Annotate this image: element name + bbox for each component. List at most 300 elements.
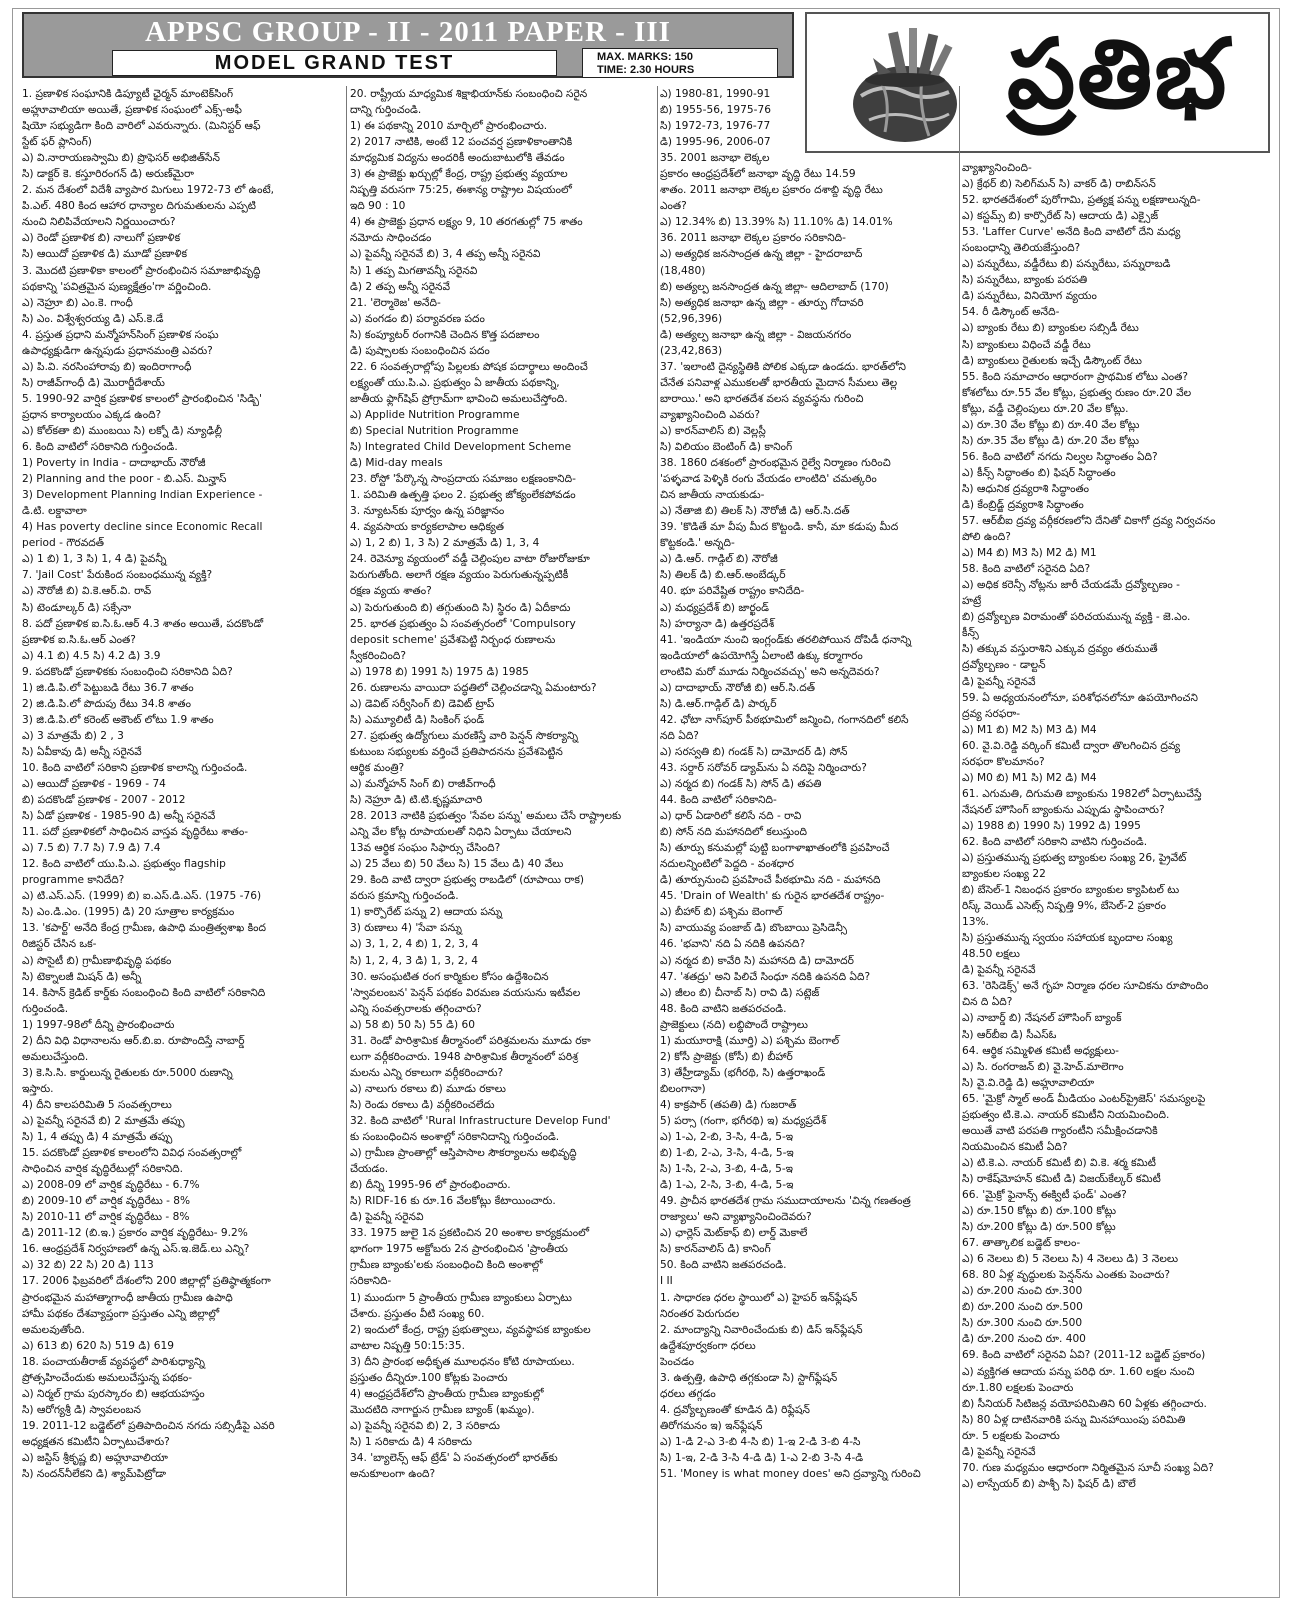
question-text-line: 2) ఇందులో కేంద్ర, రాష్ట్ర ప్రభుత్వాలు, వ్యవస్థాపక బ్యాంకుల xyxy=(350,1323,591,1336)
question-text-line: ఎ) రూ.150 కోట్లు బి) రూ.100 కోట్లు xyxy=(962,1205,1117,1218)
question-text-line: ఎ) నేతాజి బి) తిలక్ సి) నౌరోజీ డి) ఆర్.సి.దత్ xyxy=(660,505,850,518)
question-text-line: 11. పదో ప్రణాళికలో సాధించిన వాస్తవ వృద్ధిరేటు శాతం- xyxy=(22,826,249,839)
question-text-line: సి) తూర్పు కనుమల్లో పుట్టి బంగాళాఖాతంలోకి ప్రవహించే xyxy=(660,842,890,855)
question-text-line: 47. 'శతద్రు' అని పిలిచే సింధూ నదికి ఉపనది ఏది? xyxy=(660,970,871,983)
question-text-line: బి) ద్రవ్యోల్బణ విరామంతో పరిచయమున్న వ్యక్తి - జె.ఎం. xyxy=(962,611,1191,624)
question-text-line: 4. ప్రస్తుత ప్రధాని మన్మోహన్‌సింగ్ ప్రణాళిక సంఘ xyxy=(22,328,219,341)
question-text-line: 32. కింది వాటిలో 'Rural Infrastructure Develop Fund' xyxy=(350,1115,611,1127)
question-text-line: చేయడం. xyxy=(350,1163,389,1176)
question-text-line: ఎ) రూ.30 వేల కోట్లు బి) రూ.40 వేల కోట్లు xyxy=(962,418,1140,431)
question-text-line: ఇండియాలో ఉపయోగిస్తే ఏలాంటి ఉక్కు కర్మాగారం xyxy=(660,649,863,662)
question-text-line: 4. ద్రవ్యోల్బణంతో కూడిన డి) రిఫ్లేషన్ xyxy=(660,1403,810,1416)
question-text-line: 45. 'Drain of Wealth' కు గురైన భారతదేశ రాష్ట్రం- xyxy=(660,890,885,903)
question-text-line: సి) టెండూల్కర్ డి) సక్సేనా xyxy=(22,601,132,614)
question-text-line: షియో సభ్యుడిగా కింది వారిలో ఎవరున్నారు. (మినిస్టర్ ఆఫ్ xyxy=(22,120,261,133)
question-text-line: డి) 2 తప్ప అన్నీ సరైనవే xyxy=(350,280,451,293)
question-text-line: 1. సాధారణ ధరల స్థాయిలో ఎ) హైపర్ ఇన్‌ఫ్లేషన్ xyxy=(660,1291,858,1304)
question-text-line: ఎ) వ్యక్తిగత ఆదాయ పన్ను పరిధి రూ. 1.60 లక్షల నుంచి xyxy=(962,1365,1195,1378)
question-text-line: period - గౌరవదత్ xyxy=(22,537,104,550)
question-text-line: 69. కింది వాటిలో సరైనవి ఏవి? (2011-12 బడ్జెట్ ప్రకారం) xyxy=(962,1349,1206,1362)
question-text-line: నుంచి నిలిపివేయాలని నిర్ణయించారు? xyxy=(22,216,176,229)
question-text-line: 67. తాత్కాలిక బడ్జెట్ కాలం- xyxy=(962,1237,1081,1250)
question-text-line: ఎ) ధార్ ఏడారిలో కలిసే నది - రావి xyxy=(660,810,802,823)
question-text-line: 14. కిసాన్ క్రెడిట్ కార్డ్‌కు సంబంధించి కింది వాటిలో సరికానిది xyxy=(22,986,266,999)
question-text-line: డి) కేంబ్రిడ్జ్ ద్రవ్యరాశి సిద్ధాంతం xyxy=(962,498,1084,511)
question-text-line: ఎ) కారన్‌వాలిస్ బి) వెల్లస్లీ xyxy=(660,424,766,437)
question-text-line: డి) Mid-day meals xyxy=(350,457,443,470)
question-text-line: సి) టెక్నాలజీ మిషన్ డి) అన్నీ xyxy=(22,970,142,983)
question-text-line: ఎ) 1-డి 2-ఎ 3-బి 4-సి బి) 1-ఇ 2-డి 3-బి 4-సి xyxy=(660,1435,861,1448)
question-text-line: ఎ) ఆయిదో ప్రణాళిక - 1969 - 74 xyxy=(22,778,166,791)
question-text-line: 3. ఉత్పత్తి, ఉపాధి తగ్గకుండా సి) స్టాగ్‌ఫ్లేషన్ xyxy=(660,1371,838,1384)
question-text-line: 1) 1997-98లో దీన్ని ప్రారంభించారు xyxy=(22,1018,175,1031)
question-text-line: 5. 1990-92 వార్షిక ప్రణాళిక కాలంలో ప్రారంభించిన 'సిడ్బి' xyxy=(22,392,262,405)
question-text-line: ఎ) పైవన్నీ సరైనవి బి) 2, 3 సరికాదు xyxy=(350,1419,500,1432)
question-text-line: ఇస్తారు. xyxy=(22,1082,54,1095)
question-text-line: సి) వై.వి.రెడ్డి డి) అహ్లూవాలియా xyxy=(962,1076,1095,1089)
question-text-line: ఎ) బీహార్ బి) పశ్చిమ బెంగాల్ xyxy=(660,906,783,919)
question-text-line: సి) RIDF-16 కు రూ.16 వేలకోట్లు కేటాయించారు. xyxy=(350,1195,556,1208)
question-text-line: ద్రవ్య సరఫరా- xyxy=(962,707,1021,720)
question-column-3 xyxy=(660,86,956,1596)
question-text-line: సి) హర్యానా డి) ఉత్తరప్రదేశ్ xyxy=(660,617,775,630)
question-text-line: 23. రోస్టో 'పేర్కొన్న సాంప్రదాయ సమాజం లక్షణంకానిది- xyxy=(350,473,576,486)
question-text-line: ఎ) వి.నారాయణస్వామి బి) ప్రొఫెసర్ అభిజిత్‌సేన్ xyxy=(22,152,220,165)
question-text-line: చేశారు. ప్రస్తుతం వీటి సంఖ్య 60. xyxy=(350,1307,485,1320)
question-text-line: ఎ) సి. రంగరాజన్ బి) వై.హెచ్.మాలెగాం xyxy=(962,1060,1124,1073)
question-text-line: డి) పైవన్నీ సరైనవే xyxy=(962,964,1036,977)
question-text-line: డి.టి. లక్డావాలా xyxy=(22,505,87,518)
question-text-line: సి) ఏడో ప్రణాళిక - 1985-90 డి) అన్నీ సరైనవే xyxy=(22,810,216,823)
question-text-line: ఎ) 1980-81, 1990-91 xyxy=(660,88,771,100)
question-text-line: 21. 'లెర్మాఠెజ' అనేది- xyxy=(350,296,441,309)
question-text-line: 49. ప్రాచీన భారతదేశ గ్రామ సముదాయాలను 'చిన్న గణతంత్ర xyxy=(660,1195,911,1208)
question-text-line: 25. భారత ప్రభుత్వం ఏ సంవత్సరంలో 'Compulsory xyxy=(350,617,576,630)
question-text-line: ఎ) పైవన్నీ సరైనవే బి) 3, 4 తప్ప అన్నీ సరైనవి xyxy=(350,248,541,261)
question-text-line: డి) పుష్పాలకు సంబంధించిన పదం xyxy=(350,344,490,357)
question-text-line: సి) అత్యధిక జనాభా ఉన్న జిల్లా - తూర్పు గోదావరి xyxy=(660,296,864,309)
question-text-line: బిలంగానా) xyxy=(660,1082,706,1095)
question-text-line: 1) కార్పొరేట్ పన్ను 2) ఆదాయ పన్ను xyxy=(350,906,503,919)
question-text-line: అహ్లూవాలియా అయితే, ప్రణాళిక సంఘంలో ఎక్స్-అఫీ xyxy=(22,104,242,117)
question-text-line: ఎ) 6 నెలలు బి) 5 నెలలు సి) 4 నెలలు డి) 3 నెలలు xyxy=(962,1253,1179,1266)
question-text-line: సి) 1, 2, 4, 3 డి) 1, 3, 2, 4 xyxy=(350,954,478,967)
question-text-line: సి) డి.ఆర్.గాడ్గిల్ డి) పార్కర్ xyxy=(660,697,777,710)
question-text-line: 1) జి.డి.పి.లో పెట్టుబడి రేటు 36.7 శాతం xyxy=(22,681,194,694)
question-text-line: అధ్యక్షతన కమిటీని ఏర్పాటుచేశారు? xyxy=(22,1435,170,1448)
question-text-line: ఎ) 7.5 బి) 7.7 సి) 7.9 డి) 7.4 xyxy=(22,842,161,855)
question-text-line: ఎ) ఛార్లెస్ మెట్‌కాఫ్ బి) లార్డ్ మెకాలే xyxy=(660,1227,808,1240)
question-text-line: ఎ) 4.1 బి) 4.5 సి) 4.2 డి) 3.9 xyxy=(22,649,161,662)
question-text-line: (52,96,396) xyxy=(660,312,723,325)
question-text-line: సి) రూ.200 కోట్లు డి) రూ.500 కోట్లు xyxy=(962,1221,1116,1234)
paper-title: APPSC GROUP - II - 2011 PAPER - III xyxy=(145,16,671,48)
question-text-line: బి) దీన్ని 1995-96 లో ప్రారంభించారు. xyxy=(350,1179,511,1192)
question-text-line: రిజిస్టర్ చేసిన ఒక- xyxy=(22,938,97,951)
question-text-line: ఎ) 3 మాత్రమే బి) 2 , 3 xyxy=(22,729,124,742)
question-text-line: హామీ పథకం దేశవ్యాప్తంగా ప్రస్తుతం ఎన్ని జిల్లాల్లో xyxy=(22,1307,220,1320)
question-text-line: ఎ) 25 వేలు బి) 50 వేలు సి) 15 వేలు డి) 40 వేలు xyxy=(350,858,564,871)
question-text-line: ఎ) నిర్మల్ గ్రామ పురస్కారం బి) ఆభయహస్తం xyxy=(22,1387,205,1400)
question-text-line: 37. 'ఇలాంటి దైన్యస్థితికి పోలిక ఎక్కడా ఉండదు. భారత్‌లోని xyxy=(660,360,906,373)
question-text-line: బి) సోన్ నది మహానదిలో కలుస్తుంది xyxy=(660,826,807,839)
question-text-line: ఎ) రెండో ప్రణాళిక బి) నాలుగో ప్రణాళిక xyxy=(22,232,181,245)
question-text-line: ఎ) అత్యధిక జనసాంద్రత ఉన్న జిల్లా - హైదరాబాద్ xyxy=(660,248,863,261)
question-text-line: 2) దీని విధి విధానాలను ఆర్.బి.ఐ. రూపొందిస్తే నాబార్డ్ xyxy=(22,1034,245,1047)
question-text-line: చిన ది ఏది? xyxy=(962,996,1013,1009)
question-text-line: సి) 1 తప్ప మిగతావన్నీ సరైనవి xyxy=(350,264,478,277)
question-text-line: సి) ప్రస్తుతమున్న స్వయం సహాయక బృందాల సంఖ్య xyxy=(962,932,1173,945)
question-text-line: ఎ) మన్మోహన్ సింగ్ బి) రాజీవ్‌గాంధీ xyxy=(350,778,496,791)
question-text-line: 38. 1860 దశకంలో ప్రారంభమైన రైల్వే నిర్మాణం గురించి xyxy=(660,457,891,470)
question-text-line: సంబంధాన్ని తెలియజేస్తుంది? xyxy=(962,242,1081,255)
question-text-line: వ్యాఖ్యానించింది ఎవరు? xyxy=(660,408,760,421)
question-text-line: సి) రూ.300 నుంచి రూ.500 xyxy=(962,1317,1083,1330)
question-text-line: ఎ) జస్టిస్ శ్రీకృష్ణ బి) అహ్లూవాలియా xyxy=(22,1451,168,1464)
question-text-line: బి) పదకొండో ప్రణాళిక - 2007 - 2012 xyxy=(22,794,186,807)
question-text-line: వ్యాఖ్యానించింది- xyxy=(962,162,1032,174)
question-text-line: పథకాన్ని 'పవిత్రమైన పుణ్యక్షేత్రం'గా వర్ణించింది. xyxy=(22,280,212,293)
question-text-line: 1) ఈ పథకాన్ని 2010 మార్చిలో ప్రారంభించారు. xyxy=(350,120,548,133)
question-text-line: పెరుగుతోంది. అలాగే రక్షణ వ్యయం పెరుగుతున్నప్పటికీ xyxy=(350,569,569,582)
question-text-line: 48.50 లక్షలు xyxy=(962,948,1020,961)
question-text-line: 9. పదకొండో ప్రణాళికకు సంబంధించి సరికానిది ఏది? xyxy=(22,665,233,678)
question-column-4 xyxy=(962,160,1270,1596)
question-text-line: 55. కింది సమాచారం ఆధారంగా ప్రాథమిక లోటు ఎంత? xyxy=(962,370,1189,383)
column-divider xyxy=(346,86,347,1596)
question-text-line: ఎ) 1988 బి) 1990 సి) 1992 డి) 1995 xyxy=(962,819,1141,832)
question-text-line: సి) 1, 4 తప్పు డి) 4 మాత్రమే తప్పు xyxy=(22,1131,173,1144)
question-text-line: కోట్లు, వడ్డీ చెల్లింపులు రూ.20 వేల కోట్లు. xyxy=(962,402,1129,415)
test-subtitle: MODEL GRAND TEST xyxy=(112,50,557,76)
question-text-line: 24. రెవెన్యూ వ్యయంలో వడ్డీ చెల్లింపుల వాటా రోజురోజుకూ xyxy=(350,553,590,566)
question-text-line: ఉద్దేశపూర్వకంగా ధరలు xyxy=(660,1339,756,1352)
question-text-line: ఎ) నర్మద బి) గండక్ సి) సోన్ డి) తపతి xyxy=(660,778,822,791)
question-text-line: సి) రాకేష్‌మోహన్ కమిటీ డి) విజయ్‌కేల్కర్ కమిటీ xyxy=(962,1172,1161,1185)
question-text-line: ఎ) M4 బి) M3 సి) M2 డి) M1 xyxy=(962,547,1097,560)
question-text-line: సి) 1-ఇ, 2-డి 3-సి 4-డి డి) 1-ఎ 2-బి 3-సి 4-డి xyxy=(660,1451,864,1464)
question-text-line: 'పళ్ళవాడ పెళ్ళికి రంగు వేయడం లాంటిది' చమత్కరిం xyxy=(660,473,877,486)
question-text-line: 1. ప్రణాళిక సంఘానికి డిప్యూటీ ఛైర్మన్ మాంటెక్‌సింగ్ xyxy=(22,88,234,100)
question-text-line: సి) ఎమ్యూలిటీ డి) సింకింగ్ ఫండ్ xyxy=(350,713,485,726)
question-text-line: ఎ) కోల్‌కతా బి) ముంబయి సి) లక్నో డి) న్యూఢిల్లీ xyxy=(22,424,223,437)
question-text-line: మొదటిది నాగార్జున గ్రామీణ బ్యాంక్ (ఖమ్మం). xyxy=(350,1403,535,1416)
question-text-line: ఎ) కస్టమ్స్ బి) కార్పొరేట్ సి) ఆదాయ డి) ఎక్సైజ్ xyxy=(962,210,1159,223)
question-text-line: 68. 80 ఏళ్ల వృద్ధులకు పెన్షన్‌ను ఎంతకు పెంచారు? xyxy=(962,1269,1171,1282)
question-text-line: ఎ) డి.ఆర్. గాడ్గిల్ బి) నౌరోజీ xyxy=(660,553,778,566)
question-text-line: 13%. xyxy=(962,916,989,929)
question-text-line: 42. ఛోటా నాగ్‌పూర్ పీఠభూమిలో జన్మించి, గంగానదిలో కలిసే xyxy=(660,713,909,726)
question-text-line: ఎ) లాస్పేయర్ బి) పాశ్చీ సి) ఫిషర్ డి) బౌలే xyxy=(962,1477,1136,1490)
question-text-line: programme కానిదేది? xyxy=(22,874,125,887)
question-text-line: సి) 1 సరికాదు డి) 4 సరికాదు xyxy=(350,1435,472,1448)
question-text-line: దాన్ని గుర్తించండి. xyxy=(350,104,422,117)
question-text-line: కీన్స్ xyxy=(962,627,979,640)
question-text-line: ఎ) ప్రస్తుతమున్న ప్రభుత్వ బ్యాంకుల సంఖ్య 26, ప్రైవేట్ xyxy=(962,852,1187,865)
question-text-line: 15. పదకొండో ప్రణాళిక కాలంలోని వివిధ సంవత్సరాల్లో xyxy=(22,1147,242,1160)
question-text-line: ఎ) క్రేథర్ బి) సెలిగ్‌మన్ సి) వాకర్ డి) రాబిన్‌సన్ xyxy=(962,178,1156,191)
column-divider xyxy=(657,86,658,1596)
question-text-line: సి) నందన్‌నీలేకని డి) శ్యామ్‌పిట్రోడా xyxy=(22,1468,167,1481)
question-text-line: ఎ) కీన్స్ సిద్ధాంతం బి) ఫిషర్ సిద్ధాంతం xyxy=(962,466,1116,479)
question-text-line: ఉపాధ్యక్షుడిగా ఉన్నపుడు ప్రధానమంత్రి ఎవరు? xyxy=(22,344,213,357)
question-text-line: బి) సీనియర్ సిటిజన్ల వయోపరిమితిని 60 ఏళ్లకు తగ్గించారు. xyxy=(962,1397,1207,1410)
question-text-line: ప్రభుత్వం టి.కె.ఎ. నాయర్ కమిటీని నియమించింది. xyxy=(962,1108,1170,1121)
question-text-line: డి) అత్యల్ప జనాభా ఉన్న జిల్లా - విజయనగరం xyxy=(660,328,852,341)
question-text-line: ఎన్ని వేల కోట్ల రూపాయలతో నిధిని ఏర్పాటు చేయాలని xyxy=(350,826,572,839)
question-text-line: డి) పైవన్నీ సరైనవే xyxy=(962,1445,1036,1458)
question-text-line: 13వ ఆర్థిక సంఘం సిఫార్సు చేసింది? xyxy=(350,842,501,855)
question-text-line: డి) 2011-12 (బి.ఇ.) ప్రకారం వార్షిక వృద్ధిరేటు- 9.2% xyxy=(22,1227,248,1240)
question-text-line: 1) మయూరాక్షి (మూర్తి) ఎ) పశ్చిమ బెంగాల్ xyxy=(660,1034,840,1047)
question-text-line: ఎ) 3, 1, 2, 4 బి) 1, 2, 3, 4 xyxy=(350,938,479,951)
question-text-line: ఎ) నర్మద బి) కావేరి సి) మహానది డి) దామోదర్ xyxy=(660,954,854,967)
question-text-line: బి) రూ.200 నుంచి రూ.500 xyxy=(962,1301,1083,1314)
question-text-line: 31. రెండో పారిశ్రామిక తీర్మానంలో పరిశ్రమలను మూడు రకా xyxy=(350,1034,591,1047)
question-text-line: ఎ) 613 బి) 620 సి) 519 డి) 619 xyxy=(22,1339,174,1352)
question-text-line: 4) కాక్రపార్ (తపతి) డి) గుజరాత్ xyxy=(660,1098,797,1111)
question-text-line: సి) పన్నురేటు, బ్యాంకు పరపతి xyxy=(962,274,1088,287)
question-text-line: 61. ఎగుమతి, దిగుమతి బ్యాంకును 1982లో ఏర్పాటుచేస్తే xyxy=(962,787,1202,800)
question-text-line: (18,480) xyxy=(660,264,706,277)
question-text-line: ఆర్థిక మంత్రి? xyxy=(350,761,405,774)
question-text-line: ఎ) 2008-09 లో వార్షిక వృద్ధిరేటు - 6.7% xyxy=(22,1179,200,1192)
question-text-line: సరఫరా కొలమానం? xyxy=(962,755,1045,768)
question-text-line: హట్రే xyxy=(962,595,982,608)
question-text-line: సి) కంప్యూటర్ రంగానికి చెందిన కొత్త పదజాలం xyxy=(350,328,540,341)
question-text-line: ఎ) మధ్యప్రదేశ్ బి) జార్ఖండ్ xyxy=(660,601,769,614)
question-text-line: ఎ) టి.ఎస్.ఎస్. (1999) బి) ఐ.ఎస్.డి.ఎస్. (1975 -76) xyxy=(22,890,262,903)
question-text-line: సి) ఎం. విశ్వేశ్వరయ్య డి) ఎస్.కె.డే xyxy=(22,312,164,325)
question-text-line: సి) రూ.35 వేల కోట్లు డి) రూ.20 వేల కోట్లు xyxy=(962,434,1139,447)
question-text-line: డి) బ్యాంకులు రైతులకు ఇచ్చే డిస్కౌంట్ రేటు xyxy=(962,354,1142,367)
question-text-line: సి) 80 ఏళ్ల దాటినవారికి పన్ను మినహాయింపు పరిమితి xyxy=(962,1413,1186,1426)
question-text-line: పోలి ఉంది? xyxy=(962,531,1011,544)
question-text-line: కుటుంబ సభ్యులకు వర్తించే ప్రతిపాదనను ప్రవేశపెట్టిన xyxy=(350,745,563,758)
question-text-line: సి) రెండు రకాలు డి) వర్గీకరించలేదు xyxy=(350,1098,495,1111)
question-text-line: భాగంగా 1975 అక్టోబరు 2న ప్రారంభించిన 'ప్రాంతీయ xyxy=(350,1243,568,1256)
question-text-line: వాటాల నిష్పత్తి 50:15:35. xyxy=(350,1339,465,1352)
question-text-line: రాజ్యాలు' అని వ్యాఖ్యానించిందెవరు? xyxy=(660,1211,812,1224)
question-text-line: ఎ) గ్రామీణ ప్రాంతాల్లో ఆస్తిపాసాల సౌకర్యాలను అభివృద్ధి xyxy=(350,1147,577,1160)
question-text-line: (23,42,863) xyxy=(660,344,723,357)
question-text-line: ఎ) దాదాభాయ్ నౌరోజీ బి) ఆర్.సి.దత్ xyxy=(660,681,815,694)
question-text-line: ధరలు తగ్గడం xyxy=(660,1387,716,1400)
question-text-line: 22. 6 సంవత్సరాల్లోపు పిల్లలకు పోషక పదార్థాలు అందించే xyxy=(350,360,588,373)
question-text-line: మలను ఎన్ని రకాలుగా వర్గీకరించారు? xyxy=(350,1066,504,1079)
question-text-line: 56. కింది వాటిలో నగదు నిల్వల సిద్ధాంతం ఏది? xyxy=(962,450,1158,463)
question-text-line: 60. వై.వి.రెడ్డి వర్కింగ్ కమిటీ ద్వారా తొలగించిన ద్రవ్య xyxy=(962,739,1181,752)
question-text-line: ఎ) రూ.200 నుంచి రూ.300 xyxy=(962,1285,1083,1298)
question-text-line: ప్రధాన కార్యాలయం ఎక్కడ ఉంది? xyxy=(22,408,162,421)
question-text-line: సి) ఆరోగ్యశ్రీ డి) స్వావలంబన xyxy=(22,1403,141,1416)
question-text-line: 40. భూ పరివేష్టిత రాష్ట్రం కానిదేది- xyxy=(660,585,805,598)
question-text-line: కొట్టకండి.' అన్నది- xyxy=(660,537,735,550)
question-text-line: సి) వాయువ్య పంజాబ్ డి) బొంబాయి ప్రెసిడెన్సీ xyxy=(660,922,848,935)
question-text-line: స్వీకరించింది? xyxy=(350,649,406,662)
question-text-line: ఎ) నాలుగు రకాలు బి) మూడు రకాలు xyxy=(350,1082,506,1095)
question-text-line: స్టేట్ ఫర్ ప్లానింగ్) xyxy=(22,136,92,149)
question-text-line: ప్రారంభమైన మహాత్మాగాంధీ జాతీయ గ్రామీణ ఉపాధి xyxy=(22,1291,233,1304)
question-text-line: ప్రాజెక్టులు (నది) లబ్ధిపొందే రాష్ట్రాలు xyxy=(660,1018,808,1031)
question-text-line: 2) కోసీ ప్రాజెక్టు (కోసీ) బి) బీహార్ xyxy=(660,1050,793,1063)
question-text-line: శాతం. 2011 జనాభా లెక్కల ప్రకారం దశాబ్ది వృద్ధి రేటు xyxy=(660,184,883,197)
max-marks: MAX. MARKS: 150 xyxy=(597,51,693,63)
question-text-line: ప్రోత్సహించేందుకు అమలుచేస్తున్న పథకం- xyxy=(22,1371,193,1384)
question-text-line: సి) ఆర్‌బీఐ డి) సీఎస్ఓ xyxy=(962,1028,1057,1041)
question-text-line: అమలుచేస్తుంది. xyxy=(22,1050,89,1063)
question-text-line: సి) కారన్‌వాలిస్ డి) కానింగ్ xyxy=(660,1243,771,1256)
question-text-line: 12. కింది వాటిలో యు.పి.ఎ. ప్రభుత్వం flagship xyxy=(22,858,226,871)
question-text-line: 41. 'ఇండియా నుంచి ఇంగ్లండ్‌కు తరలిపోయిన దోపిడీ ధనాన్ని xyxy=(660,633,912,646)
question-text-line: లక్ష్యంతో యు.పి.ఎ. ప్రభుత్వం ఏ జాతీయ పథకాన్ని, xyxy=(350,376,560,389)
marks-time-box xyxy=(582,48,778,78)
question-text-line: బి) 2009-10 లో వార్షిక వృద్ధిరేటు - 8% xyxy=(22,1195,191,1208)
question-text-line: బ్యాంకుల సంఖ్య 22 xyxy=(962,868,1046,881)
question-text-line: ద్రవ్యోల్బణం - డాల్టన్ xyxy=(962,659,1046,672)
question-text-line: బారాయి.' అని భారతదేశ వలస వ్యవస్థను గురించి xyxy=(660,392,864,405)
question-text-line: 28. 2013 నాటికి ప్రభుత్వం 'సేవల పన్ను' అమలు చేసే రాష్ట్రాలకు xyxy=(350,810,622,823)
question-text-line: 8. పదో ప్రణాళిక ఐ.సి.ఓ.ఆర్ 4.3 శాతం అయితే, పదకొండో xyxy=(22,617,264,630)
question-text-line: 65. 'మైక్రో స్మాల్ అండ్ మీడియం ఎంటర్‌ప్రైజెస్' సమస్యలపై xyxy=(962,1092,1206,1105)
time-allowed: TIME: 2.30 HOURS xyxy=(597,64,695,76)
question-text-line: ఎ) డెవిట్ సర్వీసింగ్ బి) డెవిట్ ట్రాప్ xyxy=(350,697,495,710)
question-text-line: 19. 2011-12 బడ్జెట్‌లో ప్రతిపాదించిన నగదు సబ్సిడీపై ఎవరి xyxy=(22,1419,275,1432)
question-text-line: నదులన్నింటిలో పెద్దది - వంశధార xyxy=(660,858,794,871)
question-text-line: మాధ్యమిక విద్యను అందరికీ అందుబాటులోకి తేవడం xyxy=(350,152,565,165)
question-text-line: సి) నెహ్రూ డి) టి.టి.కృష్ణమాచారి xyxy=(350,794,483,807)
question-text-line: జాతీయ ఫ్లాగ్‌షిప్ ప్రోగ్రామ్‌గా భావించి అమలుచేస్తోంది. xyxy=(350,392,568,405)
question-text-line: ఎ) పన్నురేటు, వడ్డీరేటు బి) పన్నురేటు, పన్నురాబడి xyxy=(962,258,1171,271)
question-text-line: పెంచడం xyxy=(660,1355,695,1368)
question-text-line: 58. కింది వాటిలో సరైనది ఏది? xyxy=(962,563,1091,576)
question-text-line: రిస్క్ వెయిడ్ ఎసెట్స్ నిష్పత్తి 9%, బేసెల్-2 ప్రకారం xyxy=(962,900,1166,913)
question-text-line: సరికానిది- xyxy=(350,1275,392,1288)
question-text-line: ఎంత? xyxy=(660,200,687,213)
brand-logo-text: ప్రతిభ xyxy=(1007,18,1229,130)
question-text-line: బి) బేసెల్-1 నిబంధన ప్రకారం బ్యాంకుల క్యాపిటల్ టు xyxy=(962,884,1180,897)
question-text-line: అనుకూలంగా ఉంది? xyxy=(350,1468,436,1481)
question-text-line: 20. రాష్ట్రీయ మాధ్యమిక శిక్షాభియాన్‌కు సంబంధించి సరైన xyxy=(350,88,588,100)
question-text-line: సి) 1972-73, 1976-77 xyxy=(660,120,771,133)
test-header xyxy=(22,12,794,78)
question-text-line: 2. మాంద్యాన్ని నివారించేందుకు బి) డిస్ ఇన్‌ఫ్లేషన్ xyxy=(660,1323,863,1336)
question-text-line: 26. రుణాలను వాయిదా పద్ధతిలో చెల్లించడాన్ని ఏమంటారు? xyxy=(350,681,597,694)
question-text-line: ఎ) నౌరోజీ బి) వి.కె.ఆర్.వి. రావ్ xyxy=(22,585,152,598)
question-text-line: 57. ఆర్‌బీఐ ద్రవ్య వర్గీకరణలోని దేనితో చికాగో ద్రవ్య నిర్వచనం xyxy=(962,515,1216,528)
question-text-line: 3) Development Planning Indian Experience - xyxy=(22,489,263,502)
question-text-line: సి) రాజీవ్‌గాంధీ డి) మొరార్జీదేశాయ్ xyxy=(22,376,165,389)
question-text-line: 10. కింది వాటిలో సరికాని ప్రణాళిక కాలాన్ని గుర్తించండి. xyxy=(22,761,248,774)
question-text-line: నిష్పత్తి వరుసగా 75:25, ఈశాన్య రాష్ట్రాల విషయంలో xyxy=(350,184,572,197)
question-text-line: ఎ) 58 బి) 50 సి) 55 డి) 60 xyxy=(350,1018,476,1031)
question-text-line: 48. కింది వాటిని జతపరచండి. xyxy=(660,1002,787,1015)
question-text-line: 59. ఏ అధ్యయనంలోనూ, పరిశోధనలోనూ ఉపయోగించని xyxy=(962,691,1198,704)
question-text-line: 54. రీ డిస్కౌంట్ అనేది- xyxy=(962,306,1060,319)
question-text-line: 1) ముందుగా 5 ప్రాంతీయ గ్రామీణ బ్యాంకులు ఏర్పాటు xyxy=(350,1291,572,1304)
question-text-line: కోశలోటు రూ.55 వేల కోట్లు, ప్రభుత్వ రుణం రూ.20 వేల xyxy=(962,386,1192,399)
question-text-line: 2) జి.డి.పి.లో పొదుపు రేటు 34.8 శాతం xyxy=(22,697,192,710)
question-text-line: 52. భారతదేశంలో పురోగామి, ప్రత్యక్ష పన్ను లక్షణాలున్నది- xyxy=(962,194,1201,207)
question-text-line: సి) 2010-11 లో వార్షిక వృద్ధిరేటు - 8% xyxy=(22,1211,190,1224)
question-text-line: ఎ) 12.34% బి) 13.39% సి) 11.10% డి) 14.01% xyxy=(660,216,893,229)
question-text-line: 3) ఈ ప్రాజెక్టు ఖర్చుల్లో కేంద్ర, రాష్ట్ర ప్రభుత్వ వ్యయాల xyxy=(350,168,568,181)
question-text-line: ఎ) 1 బి) 1, 3 సి) 1, 4 డి) పైవన్నీ xyxy=(22,553,167,566)
question-text-line: లుగా వర్గీకరించారు. 1948 పారిశ్రామిక తీర్మానంలో పరిశ్ర xyxy=(350,1050,578,1063)
question-text-line: ప్రకారం ఆంధ్రప్రదేశ్‌లో జనాభా వృద్ధి రేటు 14.59 xyxy=(660,168,856,181)
question-text-line: ఇది 90 : 10 xyxy=(350,200,406,213)
question-text-line: బి) 1-బి, 2-ఎ, 3-సి, 4-డి, 5-ఇ xyxy=(660,1147,794,1160)
question-text-line: I II xyxy=(660,1275,673,1288)
question-text-line: బి) 1955-56, 1975-76 xyxy=(660,104,771,117)
question-text-line: ప్రస్తుతం దీన్నిరూ.100 కోట్లకు పెంచారు xyxy=(350,1371,508,1384)
question-text-line: పి.ఎల్. 480 కింద ఆహార ధాన్యాల దిగుమతులను ఎప్పటి xyxy=(22,200,256,213)
question-text-line: 53. 'Laffer Curve' అనేది కింది వాటిలో దేని మధ్య xyxy=(962,226,1181,239)
question-text-line: ఎ) వంగడం బి) పర్యావరణ పదం xyxy=(350,312,485,325)
question-text-line: సి) ఆధునిక ద్రవ్యరాశి సిద్ధాంతం xyxy=(962,482,1090,495)
question-text-line: ఎ) 1-ఎ, 2-బి, 3-సి, 4-డి, 5-ఇ xyxy=(660,1131,794,1144)
question-text-line: తిరోగమనం ఇ) ఇన్‌ఫ్లేషన్ xyxy=(660,1419,763,1432)
question-text-line: 17. 2006 ఫిబ్రవరిలో దేశంలోని 200 జిల్లాల్లో ప్రతిష్ఠాత్మకంగా xyxy=(22,1275,271,1288)
question-text-line: 33. 1975 జులై 1న ప్రకటించిన 20 అంశాల కార్యక్రమంలో xyxy=(350,1227,589,1240)
question-text-line: 35. 2001 జనాభా లెక్కల xyxy=(660,152,770,165)
question-text-line: 30. అసంఘటిత రంగ కార్మికుల కోసం ఉద్దేశించిన xyxy=(350,970,549,983)
question-text-line: 2. మన దేశంలో విదేశీ వ్యాపార మిగులు 1972-73 లో ఉంటే, xyxy=(22,184,275,197)
question-text-line: 4) ఆంధ్రప్రదేశ్‌లోని ప్రాంతీయ గ్రామీణ బ్యాంకుల్లో xyxy=(350,1387,544,1400)
question-text-line: 3) రుణాలు 4) 'సేవా పన్ను xyxy=(350,922,462,935)
question-text-line: 2) Planning and the poor - బి.ఎస్. మిన్హాస్ xyxy=(22,473,227,486)
question-text-line: నిరంతర పెరుగుదల xyxy=(660,1307,740,1320)
question-text-line: సి) ఏవీకావు డి) అన్నీ సరైనవే xyxy=(22,745,142,758)
question-text-line: నమోదు సాధించడం xyxy=(350,232,432,245)
question-text-line: 4) Has poverty decline since Economic Recall xyxy=(22,521,263,534)
question-text-line: సి) విలియం బెంటింగ్ డి) కానింగ్ xyxy=(660,441,793,454)
question-text-line: సి) డాక్టర్ కె. కస్తూరిరంగన్ డి) అరుణ్‌మైరా xyxy=(22,168,194,181)
question-text-line: 3) జి.డి.పి.లో కరెంట్ అకౌంట్ లోటు 1.9 శాతం xyxy=(22,713,214,726)
question-text-line: రూ.1.80 లక్షలకు పెంచారు xyxy=(962,1381,1074,1394)
column-divider xyxy=(959,86,960,1596)
question-text-line: నది ఏది? xyxy=(660,729,699,742)
question-text-line: ఎ) జీలం బి) చీనాబ్ సి) రావి డి) సట్లెజ్ xyxy=(660,986,820,999)
question-text-line: గ్రామీణ బ్యాంకు'లకు సంబంధించి కింది అంశాల్లో xyxy=(350,1259,543,1272)
question-text-line: 70. గుణ మధ్యమం ఆధారంగా నిర్మితమైన సూచీ సంఖ్య ఏది? xyxy=(962,1461,1214,1474)
question-text-line: ఎ) సొసైటీ బి) గ్రామీణాభివృద్ధి పథకం xyxy=(22,954,172,967)
question-text-line: 2) 2017 నాటికి, అంటే 12 పంచవర్ష ప్రణాళికాంతానికి xyxy=(350,136,573,149)
question-text-line: డి) పైవన్నీ సరైనవి xyxy=(350,1211,424,1224)
question-text-line: సి) బ్యాంకులు విధించే వడ్డీ రేటు xyxy=(962,338,1091,351)
question-text-line: 64. ఆర్థిక సమ్మిళిత కమిటీ అధ్యక్షులు- xyxy=(962,1044,1119,1057)
question-text-line: గుర్తించండి. xyxy=(22,1002,69,1015)
question-text-line: 63. 'రెసిడెక్స్' అనే గృహ నిర్మాణ ధరల సూచికను రూపొందిం xyxy=(962,980,1209,993)
question-text-line: ఎ) బ్యాంకు రేటు బి) బ్యాంకుల సబ్సిడీ రేటు xyxy=(962,322,1139,335)
question-text-line: 62. కింది వాటిలో సరికాని వాటిని గుర్తించండి. xyxy=(962,835,1148,848)
question-text-line: 27. ప్రభుత్వ ఉద్యోగులు మరణిస్తే వారి పెన్షన్ సొకర్యాన్ని xyxy=(350,729,579,742)
question-text-line: చేనేత పనివాళ్ల ఎముకలతో భారతీయ మైదాన సీమలు తెల్ల xyxy=(660,376,898,389)
question-text-line: సి) ఎం.డి.ఎం. (1995) డి) 20 సూత్రాల కార్యక్రమం xyxy=(22,906,235,919)
question-text-line: డి) పన్నురేటు, వినియోగ వ్యయం xyxy=(962,290,1097,303)
question-text-line: ఎ) నాబార్డ్ బి) నేషనల్ హౌసింగ్ బ్యాంక్ xyxy=(962,1012,1122,1025)
question-text-line: 18. పంచాయతీరాజ్ వ్యవస్థలో పారిశుధ్యాన్ని xyxy=(22,1355,205,1368)
question-text-line: సి) 1-సి, 2-ఎ, 3-బి, 4-డి, 5-ఇ xyxy=(660,1163,793,1176)
question-text-line: సి) తిలక్ డి) బి.ఆర్.అంబేడ్కర్ xyxy=(660,569,786,582)
question-text-line: 1. పరిమితి ఉత్పత్తి ఫలం 2. ప్రభుత్వ జోక్యంలేకపోవడం xyxy=(350,489,576,502)
question-text-line: డి) పైవన్నీ సరైనవే xyxy=(962,675,1036,688)
question-text-line: 'స్వావలంబన' పెన్షన్ పథకం విరమణ వయసును ఇటీవల xyxy=(350,986,581,999)
question-text-line: డి) తూర్పునుంచి ప్రవహించే పీఠభూమి నది - మహానది xyxy=(660,874,881,887)
question-text-line: 3. మొదటి ప్రణాళికా కాలంలో ప్రారంభించిన సమాజాభివృద్ధి xyxy=(22,264,261,277)
question-text-line: ప్రణాళిక ఐ.సి.ఓ.ఆర్ ఎంత? xyxy=(22,633,136,646)
question-text-line: ఎ) టి.కె.ఎ. నాయర్ కమిటీ బి) వి.కె. శర్మ కమిటీ xyxy=(962,1156,1156,1169)
